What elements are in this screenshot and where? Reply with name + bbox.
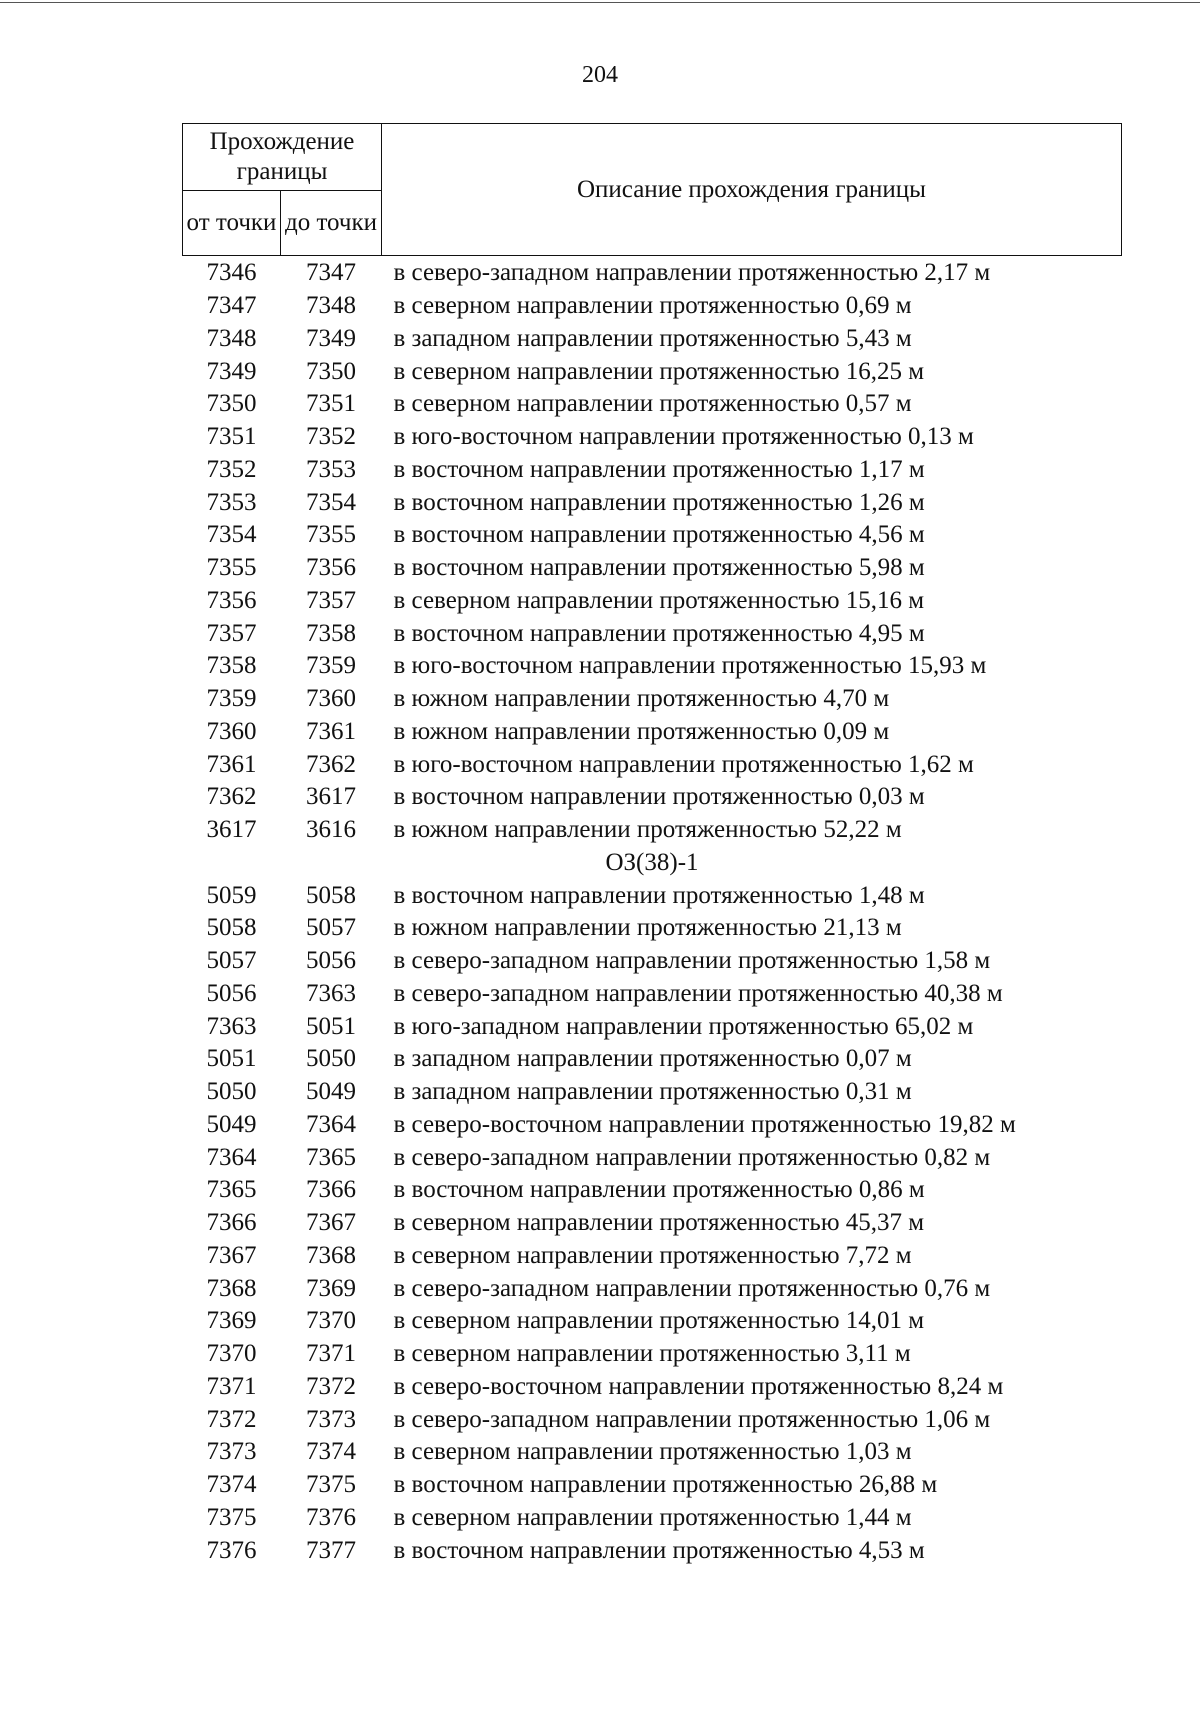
from-point: 5051 xyxy=(206,1045,257,1073)
boundary-description: в восточном направлении протяженностью 4,95 м xyxy=(393,619,925,647)
to-point: 7348 xyxy=(306,292,356,320)
from-point: 7363 xyxy=(206,1012,257,1040)
table-row xyxy=(183,978,1122,1011)
boundary-description: в северо-западном направлении протяженностью 40,38 м xyxy=(393,979,1003,1007)
to-point: 3617 xyxy=(306,783,356,811)
boundary-description: в северо-западном направлении протяженностью 1,06 м xyxy=(393,1405,991,1433)
from-point: 7364 xyxy=(206,1143,257,1171)
header-to-point: до точки xyxy=(281,191,382,256)
to-point: 5049 xyxy=(306,1078,356,1106)
boundary-description: в северном направлении протяженностью 16,25 м xyxy=(393,357,925,385)
from-point: 7352 xyxy=(206,455,257,483)
from-point: 7373 xyxy=(206,1438,257,1466)
to-point: 7354 xyxy=(306,488,356,516)
table-row xyxy=(183,1207,1122,1240)
to-point: 7347 xyxy=(306,259,356,287)
header-description: Описание прохождения границы xyxy=(382,124,1122,256)
from-point: 7350 xyxy=(206,390,257,418)
from-point: 7346 xyxy=(206,259,257,287)
from-point: 7367 xyxy=(206,1241,257,1269)
table-row xyxy=(183,1010,1122,1043)
to-point: 7365 xyxy=(306,1143,356,1171)
boundary-description: в южном направлении протяженностью 52,22 м xyxy=(393,816,902,844)
boundary-description: в восточном направлении протяженностью 1,26 м xyxy=(393,488,925,516)
boundary-description: в северном направлении протяженностью 0,57 м xyxy=(393,390,912,418)
to-point: 7359 xyxy=(306,652,356,680)
table-row xyxy=(183,1305,1122,1338)
to-point: 7373 xyxy=(306,1405,356,1433)
section-heading-row xyxy=(183,847,1122,880)
boundary-description: в юго-восточном направлении протяженностью 0,13 м xyxy=(393,423,974,451)
boundary-description: в восточном направлении протяженностью 1,48 м xyxy=(393,881,925,909)
from-point: 7361 xyxy=(206,750,257,778)
table-row xyxy=(183,1371,1122,1404)
to-point: 7364 xyxy=(306,1110,356,1138)
table-row xyxy=(183,650,1122,683)
boundary-description: в северо-западном направлении протяженностью 2,17 м xyxy=(393,259,991,287)
header-from-point: от точки xyxy=(183,191,281,256)
table-row xyxy=(183,683,1122,716)
scan-edge-line xyxy=(0,2,1200,3)
boundary-description: в северном направлении протяженностью 15,16 м xyxy=(393,586,925,614)
to-point: 5058 xyxy=(306,881,356,909)
table-row xyxy=(183,1043,1122,1076)
from-point: 3617 xyxy=(206,816,257,844)
table-row xyxy=(183,355,1122,388)
from-point: 7366 xyxy=(206,1209,257,1237)
boundary-description: в северном направлении протяженностью 0,69 м xyxy=(393,292,912,320)
to-point: 7362 xyxy=(306,750,356,778)
table-row xyxy=(183,1534,1122,1567)
table-row xyxy=(183,1469,1122,1502)
table-row xyxy=(183,1109,1122,1142)
from-point: 7362 xyxy=(206,783,257,811)
to-point: 7367 xyxy=(306,1209,356,1237)
to-point: 7372 xyxy=(306,1372,356,1400)
boundary-description: в южном направлении протяженностью 21,13 м xyxy=(393,914,902,942)
to-point: 7371 xyxy=(306,1340,356,1368)
to-point: 7366 xyxy=(306,1176,356,1204)
to-point: 7356 xyxy=(306,554,356,582)
from-point: 7375 xyxy=(206,1503,257,1531)
table-row xyxy=(183,585,1122,618)
boundary-description: в западном направлении протяженностью 0,31 м xyxy=(393,1078,912,1106)
from-point: 5058 xyxy=(206,914,257,942)
boundary-description: в восточном направлении протяженностью 26,88 м xyxy=(393,1471,938,1499)
boundary-description: в восточном направлении протяженностью 0,86 м xyxy=(393,1176,925,1204)
table-row xyxy=(183,486,1122,519)
boundary-description: в восточном направлении протяженностью 4,53 м xyxy=(393,1536,925,1564)
boundary-description: в северном направлении протяженностью 14,01 м xyxy=(393,1307,925,1335)
from-point: 7370 xyxy=(206,1340,257,1368)
to-point: 7376 xyxy=(306,1503,356,1531)
from-point: 7359 xyxy=(206,685,257,713)
to-point: 5050 xyxy=(306,1045,356,1073)
boundary-description: в северо-западном направлении протяженностью 0,82 м xyxy=(393,1143,991,1171)
from-point: 7347 xyxy=(206,292,257,320)
to-point: 7355 xyxy=(306,521,356,549)
table-row xyxy=(183,879,1122,912)
table-row xyxy=(183,519,1122,552)
to-point: 7358 xyxy=(306,619,356,647)
table-row xyxy=(183,256,1122,290)
table-body xyxy=(183,256,1122,1568)
boundary-description: в северо-восточном направлении протяженностью 19,82 м xyxy=(393,1110,1016,1138)
to-point: 7368 xyxy=(306,1241,356,1269)
table-header xyxy=(183,124,1122,256)
to-point: 7370 xyxy=(306,1307,356,1335)
table-row xyxy=(183,1174,1122,1207)
boundary-description: в восточном направлении протяженностью 5,98 м xyxy=(393,554,925,582)
to-point: 7377 xyxy=(306,1536,356,1564)
table-row xyxy=(183,1272,1122,1305)
boundary-description: в северном направлении протяженностью 3,11 м xyxy=(393,1340,911,1368)
to-point: 7374 xyxy=(306,1438,356,1466)
table-row xyxy=(183,1338,1122,1371)
to-point: 7349 xyxy=(306,324,356,352)
boundary-description: в южном направлении протяженностью 0,09 м xyxy=(393,717,890,745)
from-point: 7353 xyxy=(206,488,257,516)
from-point: 7348 xyxy=(206,324,257,352)
from-point: 5059 xyxy=(206,881,257,909)
to-point: 7352 xyxy=(306,423,356,451)
section-heading: ОЗ(38)-1 xyxy=(605,848,699,876)
table-row xyxy=(183,1502,1122,1535)
table-row xyxy=(183,945,1122,978)
from-point: 5049 xyxy=(206,1110,257,1138)
to-point: 7350 xyxy=(306,357,356,385)
from-point: 7376 xyxy=(206,1536,257,1564)
table-row xyxy=(183,781,1122,814)
to-point: 7375 xyxy=(306,1471,356,1499)
boundary-description: в юго-восточном направлении протяженностью 15,93 м xyxy=(393,652,987,680)
to-point: 7360 xyxy=(306,685,356,713)
to-point: 7353 xyxy=(306,455,356,483)
from-point: 7354 xyxy=(206,521,257,549)
table-row xyxy=(183,454,1122,487)
boundary-description: в восточном направлении протяженностью 1,17 м xyxy=(393,455,925,483)
table-row xyxy=(183,617,1122,650)
from-point: 7368 xyxy=(206,1274,257,1302)
to-point: 7363 xyxy=(306,979,356,1007)
from-point: 7360 xyxy=(206,717,257,745)
table-row xyxy=(183,323,1122,356)
boundary-description: в юго-восточном направлении протяженностью 1,62 м xyxy=(393,750,974,778)
to-point: 7351 xyxy=(306,390,356,418)
boundary-description: в северо-восточном направлении протяженностью 8,24 м xyxy=(393,1372,1004,1400)
boundary-description: в южном направлении протяженностью 4,70 м xyxy=(393,685,890,713)
boundary-description: в восточном направлении протяженностью 4,56 м xyxy=(393,521,925,549)
table-row xyxy=(183,552,1122,585)
from-point: 7355 xyxy=(206,554,257,582)
to-point: 7361 xyxy=(306,717,356,745)
boundary-description: в западном направлении протяженностью 0,07 м xyxy=(393,1045,912,1073)
from-point: 7351 xyxy=(206,423,257,451)
table-row xyxy=(183,421,1122,454)
boundary-description: в западном направлении протяженностью 5,43 м xyxy=(393,324,912,352)
boundary-description: в восточном направлении протяженностью 0,03 м xyxy=(393,783,925,811)
from-point: 7374 xyxy=(206,1471,257,1499)
from-point: 7357 xyxy=(206,619,257,647)
from-point: 7356 xyxy=(206,586,257,614)
table-row xyxy=(183,716,1122,749)
from-point: 5056 xyxy=(206,979,257,1007)
to-point: 5057 xyxy=(306,914,356,942)
table-row xyxy=(183,748,1122,781)
from-point: 7372 xyxy=(206,1405,257,1433)
from-point: 7358 xyxy=(206,652,257,680)
table-row xyxy=(183,1403,1122,1436)
page-number: 204 xyxy=(582,62,618,88)
to-point: 7369 xyxy=(306,1274,356,1302)
table-row xyxy=(183,290,1122,323)
from-point: 7365 xyxy=(206,1176,257,1204)
boundary-table xyxy=(182,123,1122,1567)
from-point: 7349 xyxy=(206,357,257,385)
boundary-description: в юго-западном направлении протяженностью 65,02 м xyxy=(393,1012,974,1040)
table-row xyxy=(183,388,1122,421)
table-row xyxy=(183,1076,1122,1109)
table-row xyxy=(183,814,1122,847)
table-row xyxy=(183,912,1122,945)
boundary-description: в северном направлении протяженностью 45,37 м xyxy=(393,1209,925,1237)
from-point: 7369 xyxy=(206,1307,257,1335)
from-point: 5050 xyxy=(206,1078,257,1106)
boundary-description: в северном направлении протяженностью 1,44 м xyxy=(393,1503,912,1531)
to-point: 5056 xyxy=(306,947,356,975)
boundary-description: в северо-западном направлении протяженностью 1,58 м xyxy=(393,947,991,975)
boundary-description: в северном направлении протяженностью 7,72 м xyxy=(393,1241,912,1269)
boundary-description: в северо-западном направлении протяженностью 0,76 м xyxy=(393,1274,991,1302)
table-row xyxy=(183,1436,1122,1469)
table-row xyxy=(183,1141,1122,1174)
from-point: 5057 xyxy=(206,947,257,975)
from-point: 7371 xyxy=(206,1372,257,1400)
table-row xyxy=(183,1240,1122,1273)
to-point: 3616 xyxy=(306,816,356,844)
to-point: 7357 xyxy=(306,586,356,614)
boundary-description: в северном направлении протяженностью 1,03 м xyxy=(393,1438,912,1466)
header-boundary-passage: Прохождение границы xyxy=(183,124,382,191)
to-point: 5051 xyxy=(306,1012,356,1040)
